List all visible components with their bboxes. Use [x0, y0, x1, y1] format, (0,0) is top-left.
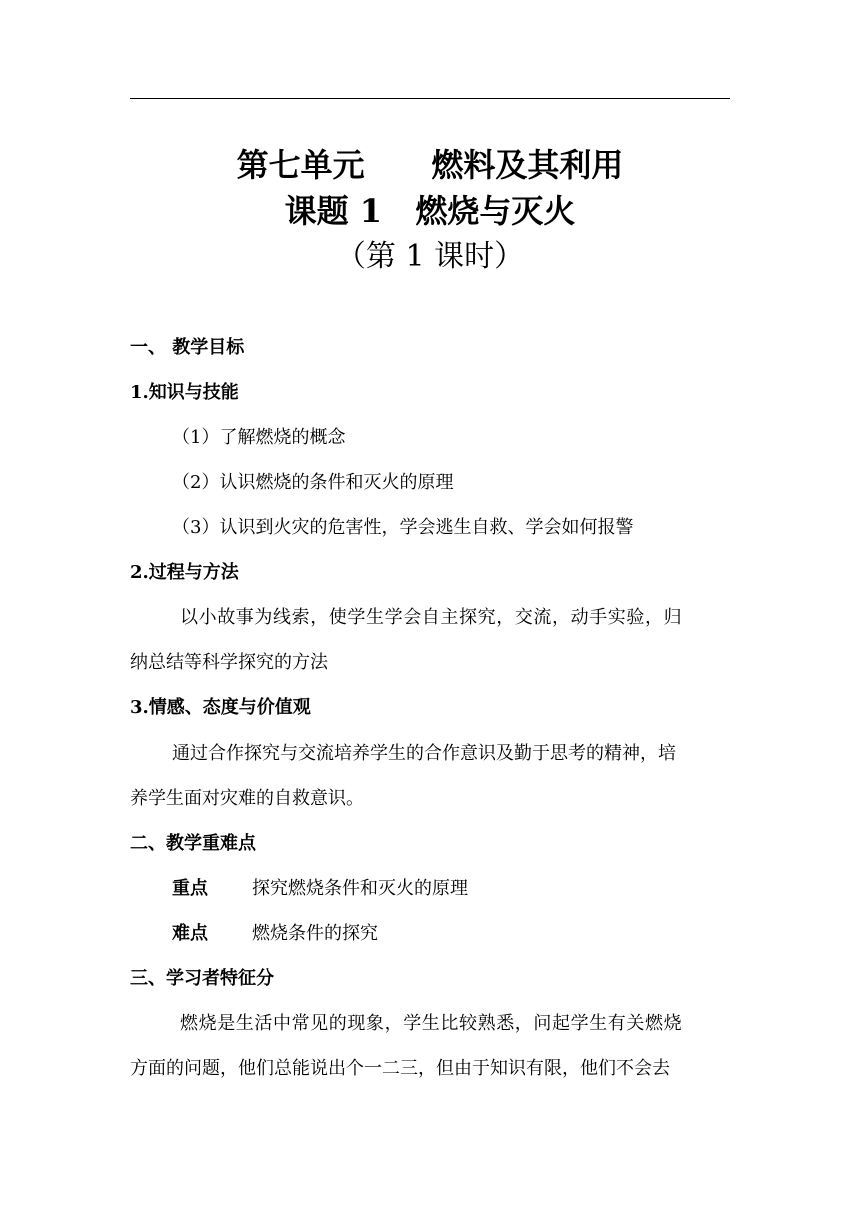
key-point-text: 探究燃烧条件和灭火的原理 [252, 878, 468, 899]
paragraph-line: 养学生面对灾难的自救意识。 [130, 788, 364, 809]
paragraph-line: 方面的问题，他们总能说出个一二三，但由于知识有限，他们不会去 [130, 1058, 670, 1079]
list-item: （1）了解燃烧的概念 [172, 427, 346, 448]
paragraph-line: 以小故事为线索，使学生学会自主探究，交流，动手实验，归 [180, 607, 683, 628]
list-item: （3）认识到火灾的危害性，学会逃生自救、学会如何报警 [172, 517, 634, 538]
difficult-point-text: 燃烧条件的探究 [252, 923, 378, 944]
paragraph-line: 通过合作探究与交流培养学生的合作意识及勤于思考的精神，培 [172, 743, 676, 764]
key-point-label: 重点 [172, 878, 208, 899]
subheading-process-method: 2.过程与方法 [130, 562, 239, 583]
section-heading-key-difficult: 二、教学重难点 [130, 833, 256, 854]
lesson-title: 课题 1 燃烧与灭火 [284, 192, 576, 230]
period-subtitle: （第 1 课时） [335, 239, 525, 274]
paragraph-line: 纳总结等科学探究的方法 [130, 652, 328, 673]
header-rule [130, 98, 730, 99]
unit-title: 第七单元 燃料及其利用 [236, 146, 624, 184]
difficult-point-label: 难点 [172, 923, 208, 944]
paragraph-line: 燃烧是生活中常见的现象，学生比较熟悉，问起学生有关燃烧 [180, 1013, 683, 1034]
section-heading-learner-analysis: 三、学习者特征分 [130, 968, 274, 989]
subheading-knowledge-skills: 1.知识与技能 [130, 382, 239, 403]
section-heading-objectives: 一、 教学目标 [130, 337, 245, 358]
subheading-attitude-values: 3.情感、态度与价值观 [130, 697, 311, 718]
list-item: （2）认识燃烧的条件和灭火的原理 [172, 472, 454, 493]
